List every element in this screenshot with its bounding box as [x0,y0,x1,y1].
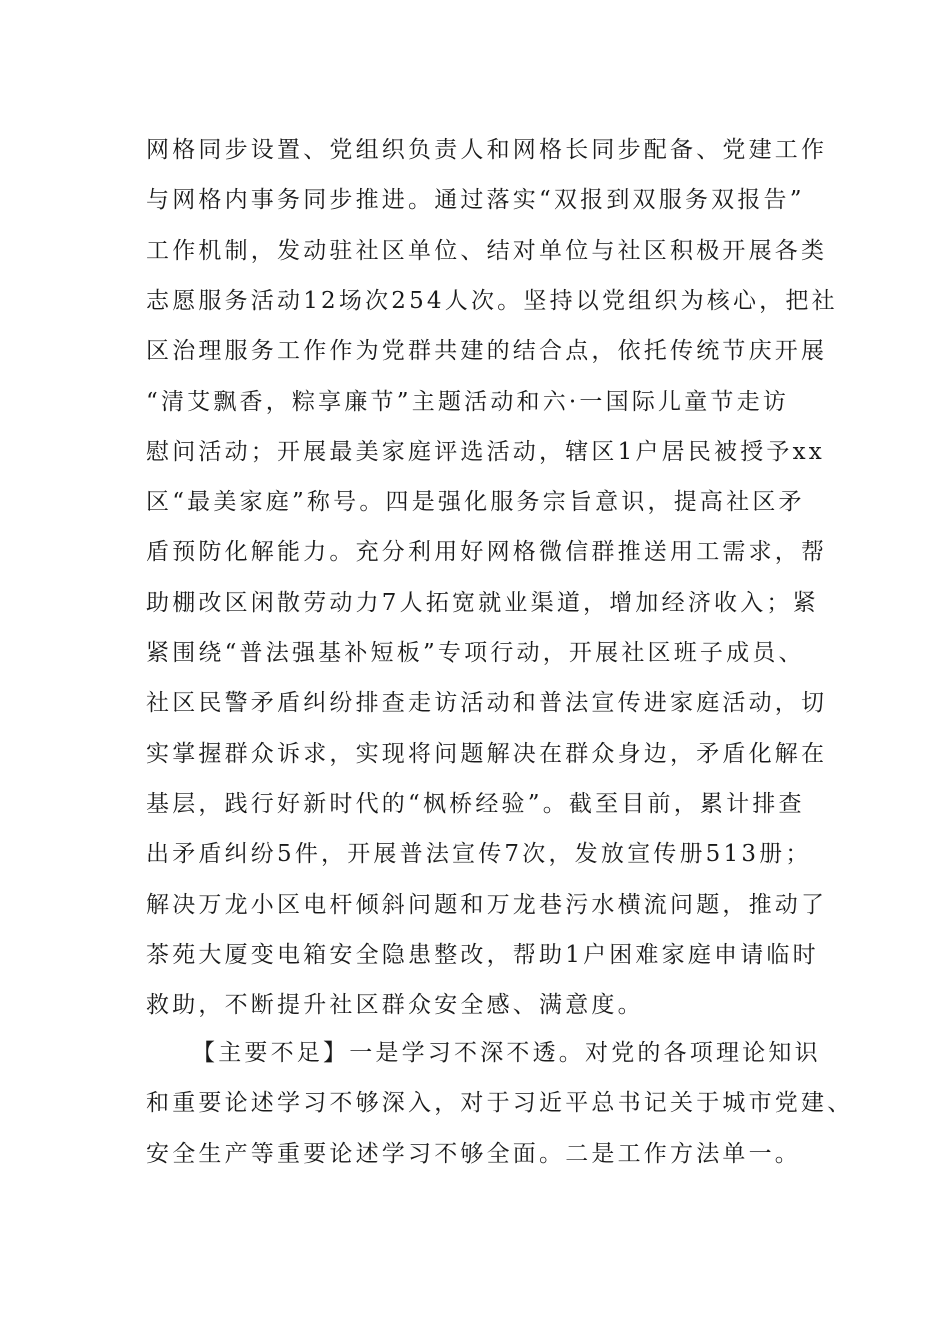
text-line: 安全生产等重要论述学习不够全面。二是工作方法单一。 [146,1140,801,1167]
text-line: 志愿服务活动12场次254人次。坚持以党组织为核心，把社 [146,287,838,314]
text-line: 工作机制，发动驻社区单位、结对单位与社区积极开展各类 [146,237,828,264]
text-line: 区“最美家庭”称号。四是强化服务宗旨意识，提高社区矛 [146,489,805,516]
text-line: 救助，不断提升社区群众安全感、满意度。 [146,992,644,1019]
text-line: 和重要论述学习不够深入，对于习近平总书记关于城市党建、 [146,1090,854,1117]
text-line: 与网格内事务同步推进。通过落实“双报到双服务双报告” [146,187,805,214]
text-line: 基层，践行好新时代的“枫桥经验”。截至目前，累计排查 [146,790,805,817]
text-line: 【主要不足】一是学习不深不透。对党的各项理论知识 [192,1040,821,1066]
text-line: 实掌握群众诉求，实现将问题解决在群众身边，矛盾化解在 [146,740,828,767]
text-line: “清艾飘香，粽享廉节”主题活动和六·一国际儿童节走访 [146,388,790,415]
text-line: 网格同步设置、党组织负责人和网格长同步配备、党建工作 [146,137,828,163]
text-line: 盾预防化解能力。充分利用好网格微信群推送用工需求，帮 [146,539,828,566]
text-line: 紧围绕“普法强基补短板”专项行动，开展社区班子成员、 [146,640,805,666]
text-line: 社区民警矛盾纠纷排查走访活动和普法宣传进家庭活动，切 [146,690,828,717]
text-line: 区治理服务工作作为党群共建的结合点，依托传统节庆开展 [146,338,828,365]
text-line: 解决万龙小区电杆倾斜问题和万龙巷污水横流问题，推动了 [146,891,828,918]
text-line: 慰问活动；开展最美家庭评选活动，辖区1户居民被授予xx [146,438,825,465]
text-line: 茶苑大厦变电箱安全隐患整改，帮助1户困难家庭申请临时 [146,941,819,968]
text-line: 出矛盾纠纷5件，开展普法宣传7次，发放宣传册513册； [146,841,812,868]
text-line: 助棚改区闲散劳动力7人拓宽就业渠道，增加经济收入；紧 [146,589,819,616]
